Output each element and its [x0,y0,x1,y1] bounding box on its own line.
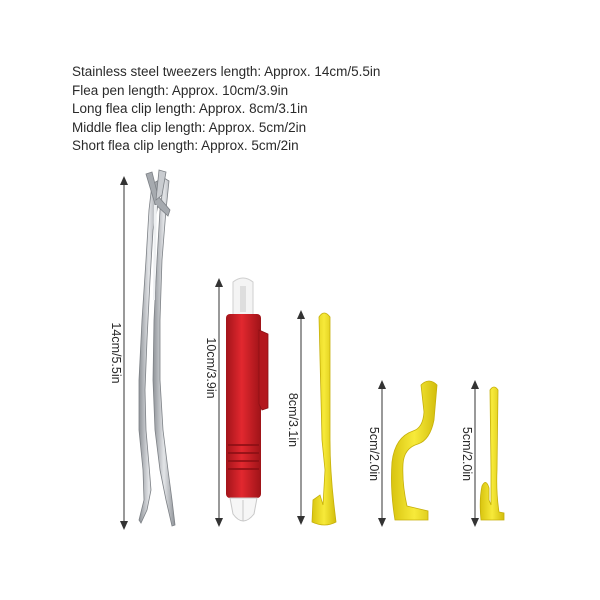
spec-short-clip: Short flea clip length: Approx. 5cm/2in [72,138,299,153]
flea-pen-image [226,278,268,521]
long-clip-image [312,313,336,525]
tweezers-dimension-label: 14cm/5.5in [109,322,123,384]
long-clip-dimension-label: 8cm/3.1in [286,392,300,448]
tweezers-image [139,170,175,526]
pen-dimension-label: 10cm/3.9in [204,337,218,399]
middle-clip-image [391,381,437,520]
short-clip-image [480,387,504,520]
spec-flea-pen: Flea pen length: Approx. 10cm/3.9in [72,82,289,98]
spec-long-clip: Long flea clip length: Approx. 8cm/3.1in [72,101,308,116]
pen-dimension-line [215,278,223,527]
short-clip-dimension-label: 5cm/2.0in [460,426,474,482]
spec-tweezers: Stainless steel tweezers length: Approx. 14cm/5.5in [72,64,381,79]
middle-clip-dimension-label: 5cm/2.0in [367,426,381,482]
spec-middle-clip: Middle flea clip length: Approx. 5cm/2in [72,119,307,135]
